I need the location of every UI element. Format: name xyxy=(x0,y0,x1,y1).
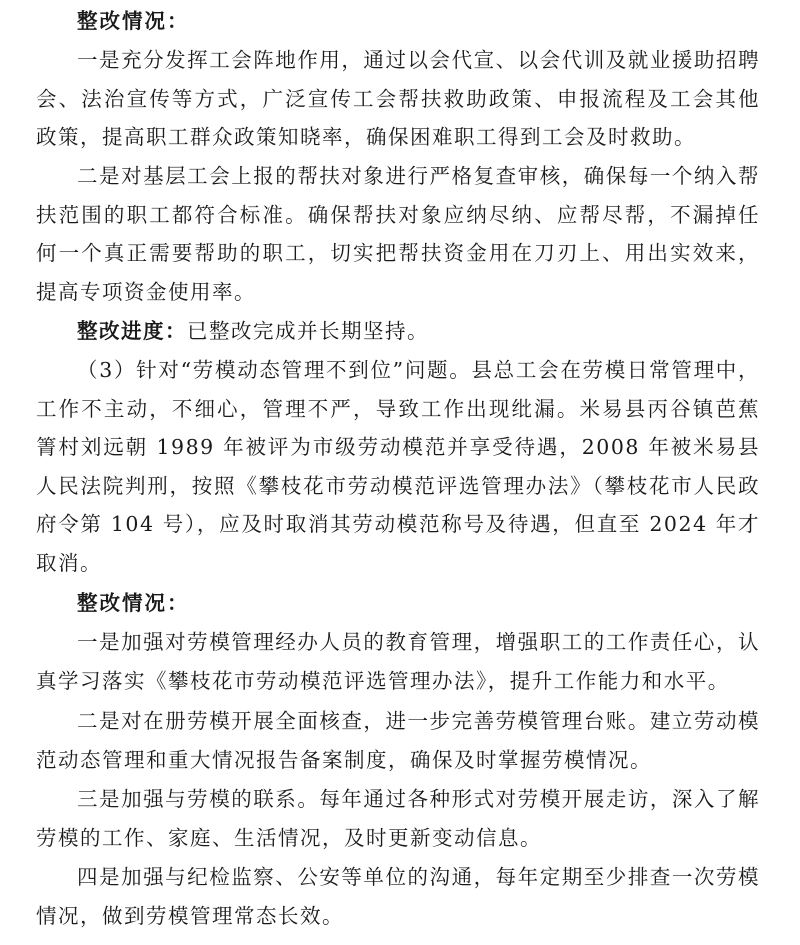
paragraph-measure-three-b: 三是加强与劳模的联系。每年通过各种形式对劳模开展走访，深入了解劳模的工作、家庭、生活情况，及时更新变动信息。 xyxy=(36,787,760,850)
paragraph-measure-one: 一是充分发挥工会阵地作用，通过以会代宣、以会代训及就业援助招聘会、法治宣传等方式，广泛宣传工会帮扶救助政策、申报流程及工会其他政策，提高职工群众政策知晓率，确保困难职工得到工会及时救助。 xyxy=(36,48,760,150)
paragraph-measure-four-b: 四是加强与纪检监察、公安等单位的沟通，每年定期至少排查一次劳模情况，做到劳模管理常态长效。 xyxy=(36,865,760,928)
progress-label: 整改进度： xyxy=(77,319,187,343)
section-heading-rectification-status-2: 整改情况： xyxy=(77,591,190,615)
paragraph-measure-two-b: 二是对在册劳模开展全面核查，进一步完善劳模管理台账。建立劳动模范动态管理和重大情况报告备案制度，确保及时掌握劳模情况。 xyxy=(36,709,760,772)
paragraph-progress xyxy=(36,312,760,351)
paragraph-issue-3: （3）针对“劳模动态管理不到位”问题。县总工会在劳模日常管理中，工作不主动，不细心，管理不严，导致工作出现纰漏。米易县丙谷镇芭蕉箐村刘远朝 1989 年被评为市级劳动模范并享受待遇，2008 年被米易县人民法院判刑，按照《攀枝花市劳动模范评选管理办法》（攀枝花市人民政府令第 104 号），应及时取消其劳动模范称号及待遇，但直至 2024 年才取消。 xyxy=(36,358,760,575)
section-heading-rectification-status: 整改情况： xyxy=(77,9,190,33)
paragraph-measure-one-b: 一是加强对劳模管理经办人员的教育管理，增强职工的工作责任心，认真学习落实《攀枝花市劳动模范评选管理办法》，提升工作能力和水平。 xyxy=(36,630,760,693)
paragraph-measure-two: 二是对基层工会上报的帮扶对象进行严格复查审核，确保每一个纳入帮扶范围的职工都符合标准。确保帮扶对象应纳尽纳、应帮尽帮，不漏掉任何一个真正需要帮助的职工，切实把帮扶资金用在刀刃上、用出实效来，提高专项资金使用率。 xyxy=(36,164,760,304)
progress-text: 已整改完成并长期坚持。 xyxy=(187,319,429,343)
